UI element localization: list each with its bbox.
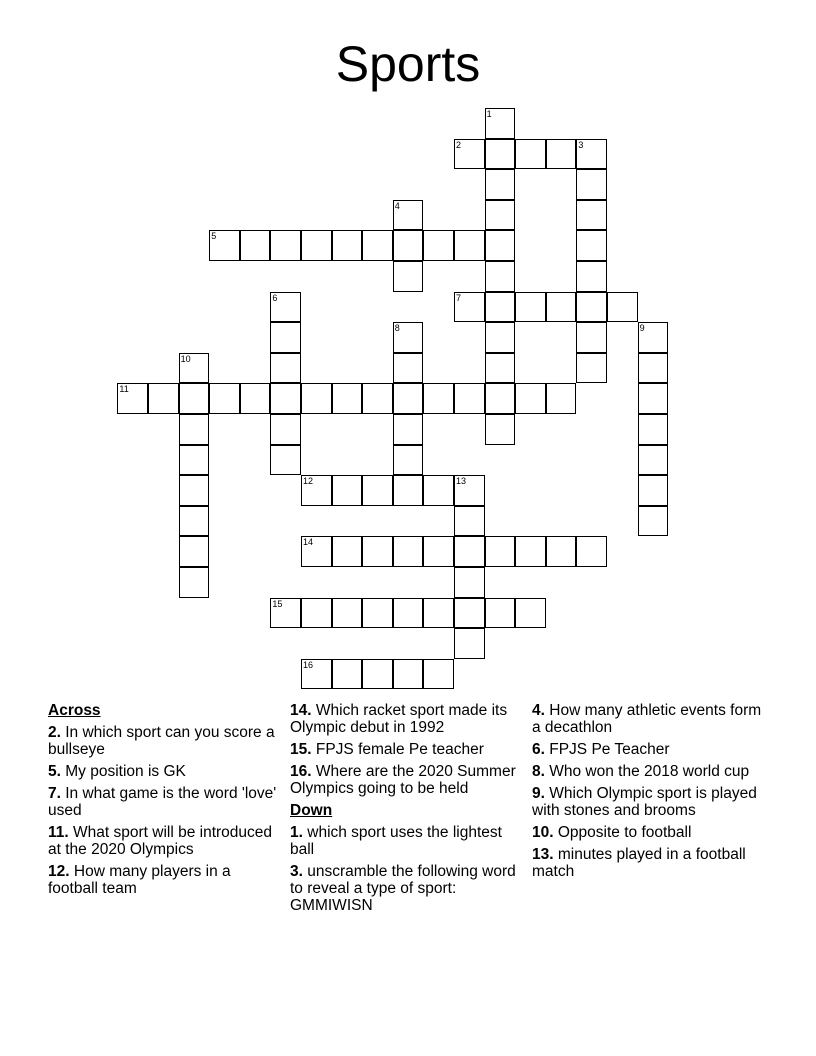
clue-number: 16. — [290, 763, 312, 780]
crossword-cell[interactable] — [638, 445, 669, 476]
clues-column-2 — [290, 702, 522, 919]
crossword-cell[interactable] — [638, 353, 669, 384]
crossword-cell[interactable] — [576, 230, 607, 261]
crossword-cell[interactable] — [515, 383, 546, 414]
crossword-cell[interactable] — [393, 445, 424, 476]
cell-number: 15 — [272, 598, 283, 609]
clue-number: 13. — [532, 846, 554, 863]
clue-text: Where are the 2020 Summer Olympics going to be held — [290, 763, 516, 797]
clue-across-5 — [48, 763, 280, 780]
crossword-cell[interactable] — [240, 383, 271, 414]
clue-number: 9. — [532, 785, 545, 802]
crossword-cell[interactable] — [240, 230, 271, 261]
cell-number: 8 — [394, 323, 400, 334]
clue-across-7 — [48, 785, 280, 819]
crossword-cell[interactable] — [576, 200, 607, 231]
crossword-cell[interactable] — [270, 445, 301, 476]
clue-text: Which Olympic sport is played with stones and brooms — [532, 785, 757, 819]
cell-number: 11 — [119, 384, 129, 395]
clue-down-6 — [532, 741, 764, 758]
crossword-cell[interactable] — [485, 169, 516, 200]
crossword-cell[interactable] — [576, 353, 607, 384]
crossword-cell[interactable] — [576, 292, 607, 323]
clue-number: 6. — [532, 741, 545, 758]
clue-number: 15. — [290, 741, 312, 758]
crossword-cell[interactable] — [454, 598, 485, 629]
crossword-cell[interactable] — [454, 230, 485, 261]
crossword-cell[interactable] — [393, 322, 424, 353]
clue-number: 1. — [290, 824, 303, 841]
crossword-cell[interactable] — [332, 383, 363, 414]
crossword-cell[interactable] — [362, 659, 393, 690]
crossword-cell[interactable] — [179, 383, 210, 414]
crossword-cell[interactable] — [332, 475, 363, 506]
clue-down-10 — [532, 824, 764, 841]
clue-text: My position is GK — [65, 763, 186, 780]
crossword-cell[interactable] — [301, 383, 332, 414]
cell-number: 4 — [394, 200, 400, 211]
crossword-cell[interactable] — [454, 383, 485, 414]
crossword-cell[interactable] — [393, 659, 424, 690]
crossword-cell[interactable] — [638, 383, 669, 414]
crossword-cell[interactable] — [638, 414, 669, 445]
clue-down-3 — [290, 863, 522, 914]
crossword-cell[interactable] — [270, 383, 301, 414]
clue-number: 5. — [48, 763, 61, 780]
crossword-cell[interactable] — [270, 598, 301, 629]
crossword-cell[interactable] — [179, 445, 210, 476]
clue-across-14 — [290, 702, 522, 736]
crossword-cell[interactable] — [515, 598, 546, 629]
clue-text: Which racket sport made its Olympic debut in 1992 — [290, 702, 508, 736]
crossword-cell[interactable] — [393, 230, 424, 261]
puzzle-title: Sports — [335, 36, 481, 92]
crossword-cell[interactable] — [546, 536, 577, 567]
crossword-cell[interactable] — [546, 383, 577, 414]
cell-number: 13 — [456, 476, 467, 487]
crossword-cell[interactable] — [179, 414, 210, 445]
crossword-cell[interactable] — [332, 230, 363, 261]
crossword-cell[interactable] — [270, 353, 301, 384]
clue-text: minutes played in a football match — [532, 846, 746, 880]
crossword-cell[interactable] — [485, 200, 516, 231]
crossword-cell[interactable] — [332, 659, 363, 690]
clue-text: Who won the 2018 world cup — [549, 763, 750, 780]
clue-across-16 — [290, 763, 522, 797]
cell-number: 10 — [180, 353, 191, 364]
crossword-cell[interactable] — [454, 536, 485, 567]
clue-number: 14. — [290, 702, 312, 719]
clues-column-1 — [48, 702, 280, 902]
crossword-cell[interactable] — [332, 536, 363, 567]
crossword-cell[interactable] — [454, 139, 485, 170]
crossword-cell[interactable] — [546, 292, 577, 323]
clue-number: 11. — [48, 824, 69, 841]
crossword-cell[interactable] — [393, 414, 424, 445]
crossword-cell[interactable] — [638, 322, 669, 353]
crossword-cell[interactable] — [485, 353, 516, 384]
clue-number: 2. — [48, 724, 61, 741]
clue-number: 3. — [290, 863, 303, 880]
cell-number: 5 — [211, 231, 217, 242]
clue-text: In what game is the word 'love' used — [48, 785, 277, 819]
crossword-cell[interactable] — [485, 536, 516, 567]
clue-text: How many players in a football team — [48, 863, 231, 897]
cell-number: 7 — [456, 292, 462, 303]
crossword-cell[interactable] — [454, 567, 485, 598]
crossword-cell[interactable] — [393, 475, 424, 506]
clue-down-1 — [290, 824, 522, 858]
clue-down-9 — [532, 785, 764, 819]
crossword-cell[interactable] — [423, 536, 454, 567]
crossword-cell[interactable] — [607, 292, 638, 323]
crossword-cell[interactable] — [423, 598, 454, 629]
crossword-cell[interactable] — [117, 383, 148, 414]
crossword-cell[interactable] — [454, 292, 485, 323]
crossword-cell[interactable] — [362, 598, 393, 629]
across-heading: Across — [48, 702, 101, 719]
clue-number: 8. — [532, 763, 545, 780]
clue-down-13 — [532, 846, 764, 880]
crossword-cell[interactable] — [301, 598, 332, 629]
crossword-cell[interactable] — [515, 292, 546, 323]
cell-number: 2 — [456, 139, 462, 150]
clue-text: In which sport can you score a bullseye — [48, 724, 275, 758]
crossword-cell[interactable] — [576, 169, 607, 200]
crossword-cell[interactable] — [423, 230, 454, 261]
crossword-cell[interactable] — [423, 659, 454, 690]
crossword-cell[interactable] — [270, 322, 301, 353]
cell-number: 3 — [578, 139, 584, 150]
clue-text: unscramble the following word to reveal a type of sport: GMMIWISN — [290, 863, 516, 914]
cell-number: 6 — [272, 292, 278, 303]
crossword-cell[interactable] — [515, 536, 546, 567]
crossword-cell[interactable] — [362, 536, 393, 567]
crossword-cell[interactable] — [546, 139, 577, 170]
crossword-cell[interactable] — [393, 200, 424, 231]
crossword-cell[interactable] — [209, 383, 240, 414]
crossword-cell[interactable] — [301, 536, 332, 567]
crossword-cell[interactable] — [393, 536, 424, 567]
crossword-cell[interactable] — [576, 322, 607, 353]
clue-text: which sport uses the lightest ball — [290, 824, 502, 858]
crossword-cell[interactable] — [576, 261, 607, 292]
clue-text: How many athletic events form a decathlon — [532, 702, 762, 736]
crossword-cell[interactable] — [270, 230, 301, 261]
clue-text: What sport will be introduced at the 2020 Olympics — [48, 824, 273, 858]
crossword-cell[interactable] — [423, 383, 454, 414]
crossword-cell[interactable] — [179, 536, 210, 567]
clue-down-4 — [532, 702, 764, 736]
crossword-cell[interactable] — [638, 506, 669, 537]
down-heading: Down — [290, 802, 333, 819]
clue-down-8 — [532, 763, 764, 780]
crossword-cell[interactable] — [485, 414, 516, 445]
crossword-cell[interactable] — [485, 322, 516, 353]
crossword-cell[interactable] — [332, 598, 363, 629]
crossword-cell[interactable] — [179, 506, 210, 537]
crossword-cell[interactable] — [485, 383, 516, 414]
crossword-cell[interactable] — [179, 567, 210, 598]
clue-text: Opposite to football — [557, 824, 692, 841]
crossword-cell[interactable] — [485, 139, 516, 170]
crossword-cell[interactable] — [362, 230, 393, 261]
clue-across-15 — [290, 741, 522, 758]
crossword-cell[interactable] — [485, 598, 516, 629]
crossword-cell[interactable] — [148, 383, 179, 414]
crossword-cell[interactable] — [485, 230, 516, 261]
cell-number: 9 — [639, 323, 645, 334]
crossword-cell[interactable] — [179, 475, 210, 506]
crossword-cell[interactable] — [209, 230, 240, 261]
crossword-cell[interactable] — [301, 475, 332, 506]
crossword-cell[interactable] — [362, 475, 393, 506]
crossword-cell[interactable] — [485, 292, 516, 323]
crossword-cell[interactable] — [454, 506, 485, 537]
crossword-cell[interactable] — [393, 383, 424, 414]
crossword-cell[interactable] — [301, 230, 332, 261]
clue-number: 4. — [532, 702, 545, 719]
clue-number: 7. — [48, 785, 61, 802]
cell-number: 12 — [303, 476, 314, 487]
crossword-cell[interactable] — [454, 475, 485, 506]
clue-text: FPJS Pe Teacher — [549, 741, 670, 758]
clue-text: FPJS female Pe teacher — [315, 741, 484, 758]
crossword-cell[interactable] — [638, 475, 669, 506]
crossword-cell[interactable] — [270, 292, 301, 323]
crossword-cell[interactable] — [454, 628, 485, 659]
crossword-cell[interactable] — [393, 598, 424, 629]
clue-number: 10. — [532, 824, 554, 841]
crossword-cell[interactable] — [485, 261, 516, 292]
crossword-cell[interactable] — [362, 383, 393, 414]
crossword-cell[interactable] — [393, 353, 424, 384]
crossword-cell[interactable] — [515, 139, 546, 170]
crossword-cell[interactable] — [485, 108, 516, 139]
cell-number: 1 — [486, 109, 492, 119]
crossword-cell[interactable] — [576, 139, 607, 170]
cell-number: 16 — [303, 659, 314, 670]
crossword-cell[interactable] — [393, 261, 424, 292]
crossword-cell[interactable] — [576, 536, 607, 567]
cell-number: 14 — [303, 537, 314, 548]
clue-across-12 — [48, 863, 280, 897]
crossword-cell[interactable] — [179, 353, 210, 384]
clue-across-2 — [48, 724, 280, 758]
clue-across-11 — [48, 824, 280, 858]
crossword-cell[interactable] — [301, 659, 332, 690]
crossword-cell[interactable] — [270, 414, 301, 445]
clues-column-3 — [532, 702, 764, 885]
clue-number: 12. — [48, 863, 70, 880]
crossword-cell[interactable] — [423, 475, 454, 506]
